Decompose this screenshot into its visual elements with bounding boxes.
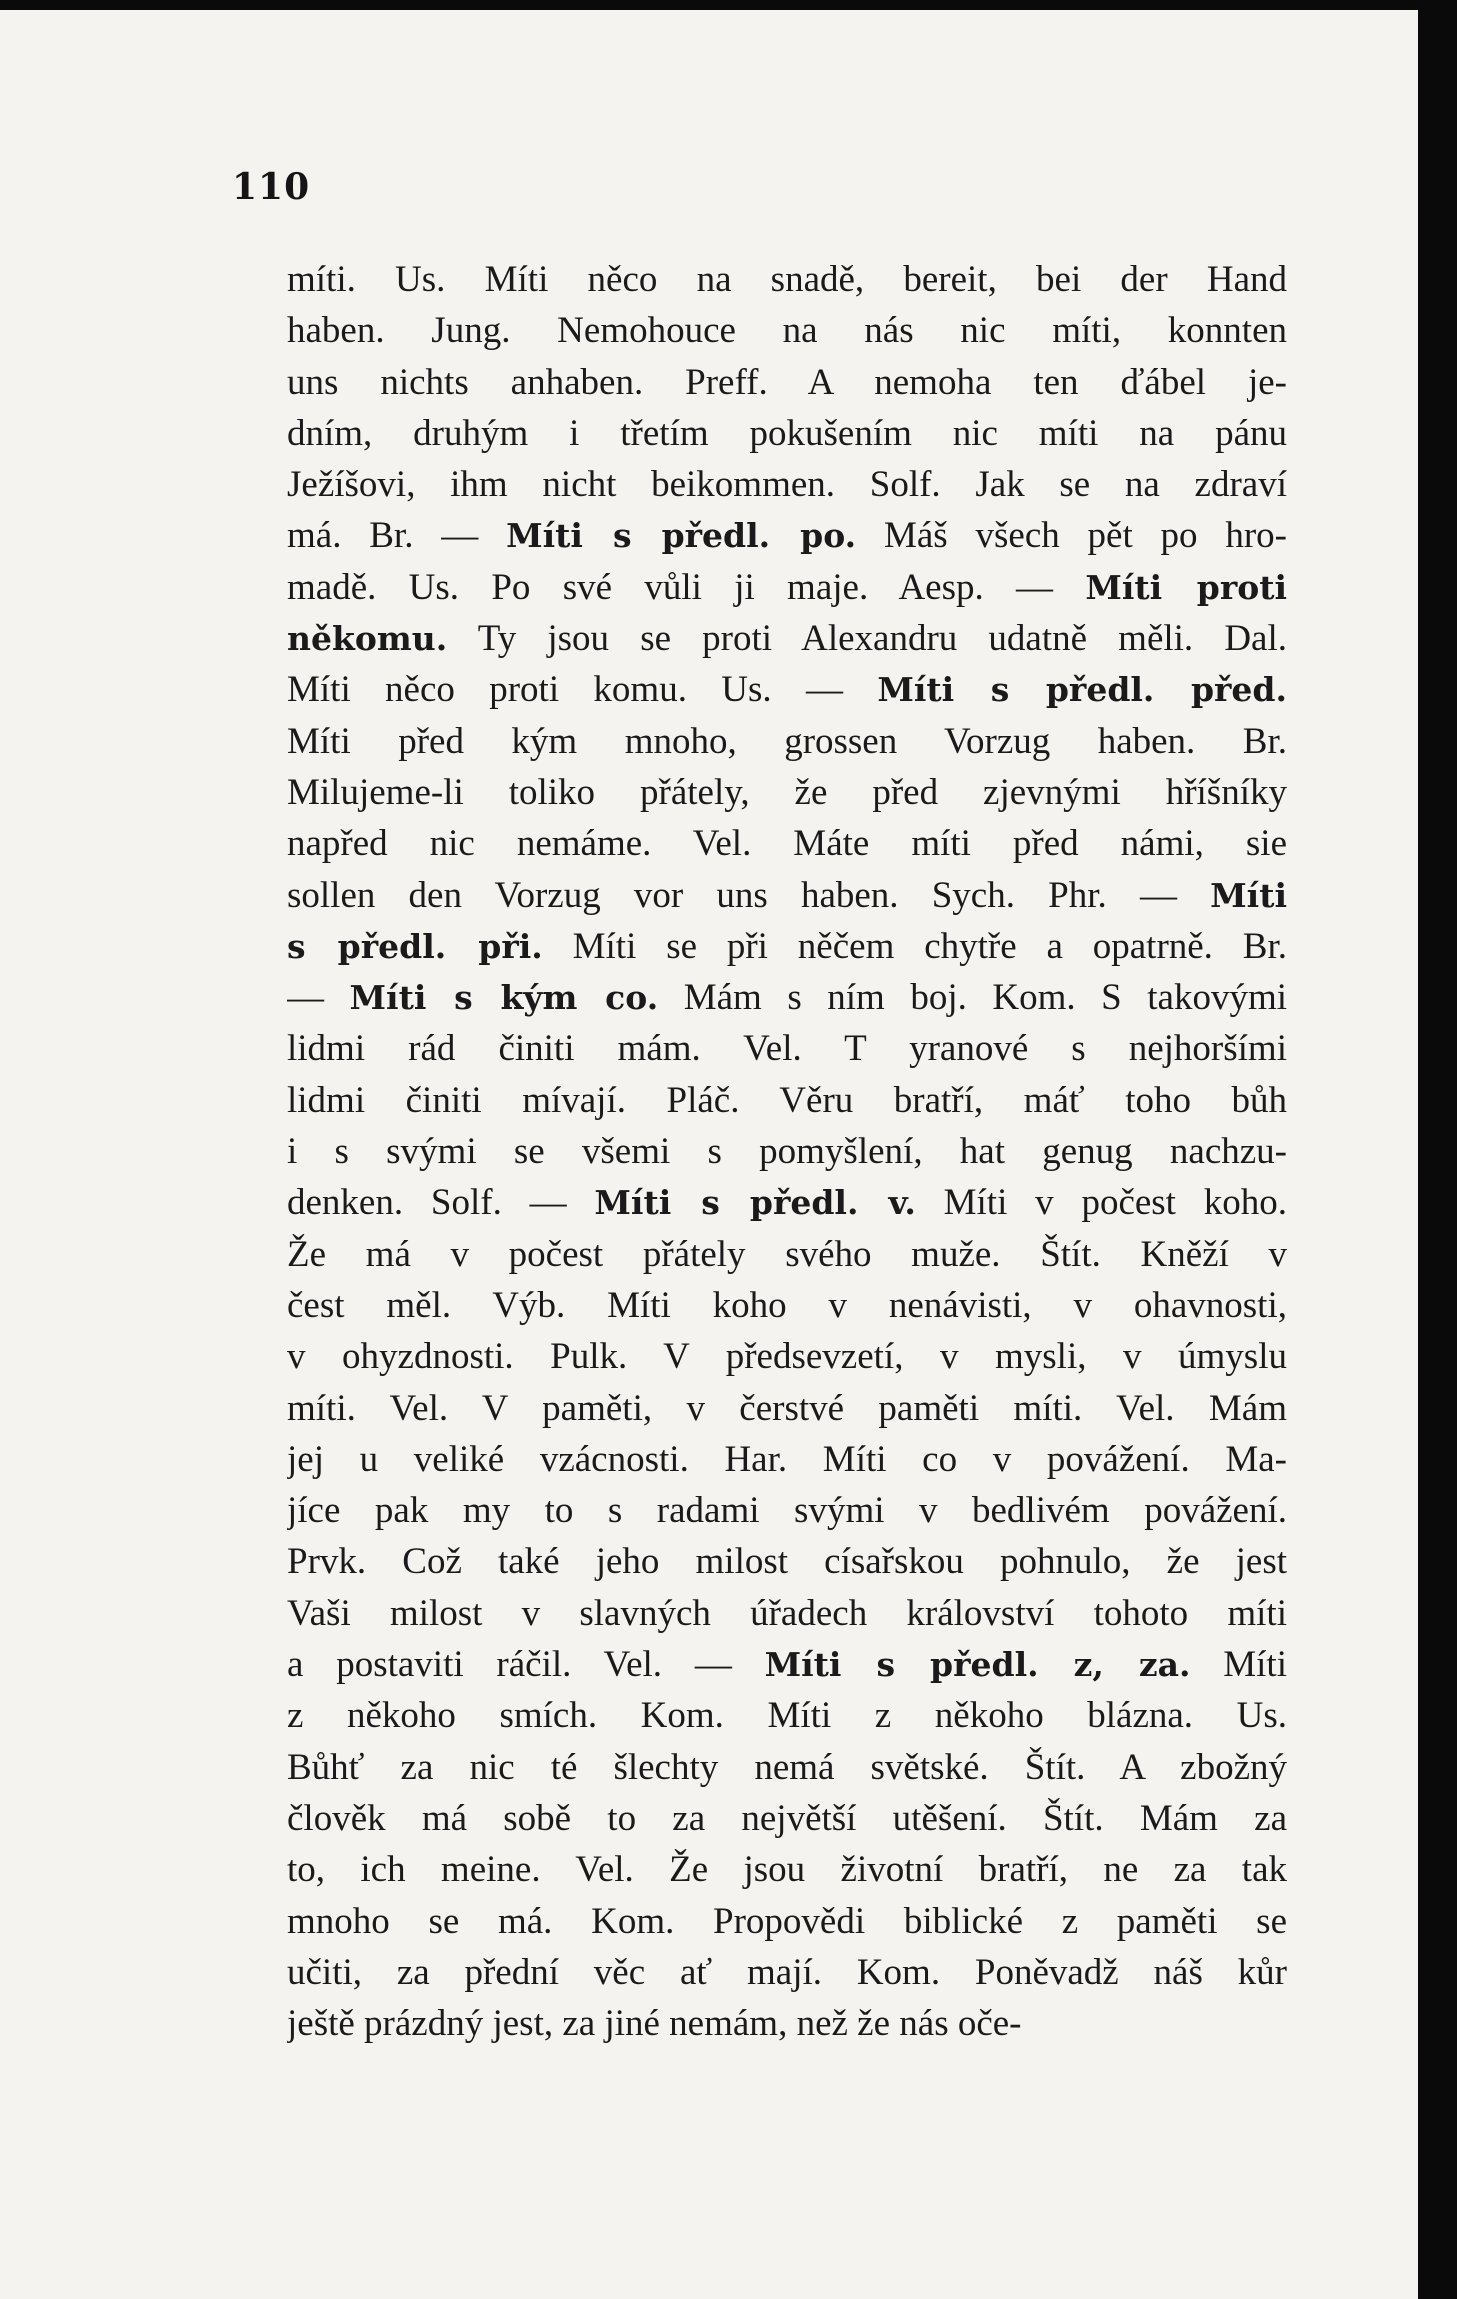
- text-segment: ještě prázdný jest, za jiné nemám, než že nás oče-: [287, 2003, 1022, 2045]
- text-segment: Míti před kým mnoho, grossen Vorzug haben. Br.: [287, 720, 1287, 762]
- text-line: [287, 613, 1287, 664]
- text-line: [287, 767, 1287, 818]
- text-segment: Ježíšovi, ihm nicht beikommen. Solf. Jak se na zdraví: [287, 464, 1287, 506]
- text-line: [287, 1998, 1287, 2049]
- text-line: [287, 972, 1287, 1023]
- text-line: [287, 1126, 1287, 1177]
- text-line: [287, 1177, 1287, 1228]
- text-line: [287, 1844, 1287, 1895]
- text-line: [287, 357, 1287, 408]
- bold-headword: Míti s předl. po.: [506, 516, 857, 556]
- text-line: [287, 716, 1287, 767]
- text-line: [287, 1485, 1287, 1536]
- text-segment: má. Br. —: [287, 515, 507, 557]
- text-line: [287, 254, 1287, 305]
- bold-headword: Míti s předl. před.: [877, 670, 1287, 710]
- text-line: [287, 1023, 1287, 1074]
- text-segment: Že má v počest přátely svého muže. Štít. Kněží v: [287, 1233, 1287, 1275]
- text-segment: to, ich meine. Vel. Že jsou životní bratří, ne za tak: [287, 1849, 1287, 1891]
- text-line: [287, 1639, 1287, 1690]
- text-line: [287, 562, 1287, 613]
- text-line: [287, 818, 1287, 869]
- text-line: [287, 1075, 1287, 1126]
- text-line: [287, 870, 1287, 921]
- text-segment: jej u veliké vzácnosti. Har. Míti co v povážení. Ma-: [287, 1438, 1287, 1480]
- text-line: [287, 459, 1287, 510]
- text-line: [287, 1331, 1287, 1382]
- text-line: [287, 1280, 1287, 1331]
- text-segment: člověk má sobě to za největší utěšení. Štít. Mám za: [287, 1797, 1287, 1839]
- text-segment: Milujeme-li toliko přátely, že před zjevnými hříšníky: [287, 771, 1287, 813]
- text-segment: čest měl. Výb. Míti koho v nenávisti, v ohavnosti,: [287, 1284, 1287, 1326]
- text-line: [287, 1793, 1287, 1844]
- text-segment: Máš všech pět po hro-: [856, 515, 1287, 557]
- bold-headword: s předl. při.: [287, 926, 543, 966]
- text-segment: lidmi rád činiti mám. Vel. T yranové s nejhoršími: [287, 1028, 1287, 1070]
- text-segment: lidmi činiti mívají. Pláč. Věru bratří, máť toho bůh: [287, 1079, 1287, 1121]
- text-line: [287, 1229, 1287, 1280]
- text-segment: mnoho se má. Kom. Propovědi biblické z paměti se: [287, 1900, 1287, 1942]
- text-segment: Vaši milost v slavných úřadech království tohoto míti: [287, 1592, 1287, 1634]
- text-segment: míti. Us. Míti něco na snadě, bereit, bei der Hand: [287, 259, 1287, 300]
- text-segment: Mám s ním boj. Kom. S takovými: [658, 977, 1287, 1019]
- text-segment: v ohyzdnosti. Pulk. V předsevzetí, v mysli, v úmyslu: [287, 1336, 1287, 1378]
- scan-border-right: [1418, 0, 1457, 2299]
- text-segment: míti. Vel. V paměti, v čerstvé paměti míti. Vel. Mám: [287, 1387, 1287, 1429]
- text-segment: a postaviti ráčil. Vel. —: [287, 1644, 765, 1686]
- text-segment: Míti se při něčem chytře a opatrně. Br.: [542, 925, 1287, 967]
- bold-headword: Míti: [1210, 875, 1287, 915]
- text-line: [287, 1896, 1287, 1947]
- text-segment: uns nichts anhaben. Preff. A nemoha ten ďábel je-: [287, 361, 1287, 403]
- bold-headword: Míti s kým co.: [349, 978, 659, 1018]
- text-line: [287, 1383, 1287, 1434]
- text-line: [287, 1947, 1287, 1998]
- text-line: [287, 1690, 1287, 1741]
- text-segment: Prvk. Což také jeho milost císařskou pohnulo, že jest: [287, 1541, 1287, 1583]
- text-line: [287, 1536, 1287, 1587]
- text-segment: jíce pak my to s radami svými v bedlivém povážení.: [287, 1490, 1287, 1532]
- bold-headword: Míti s předl. z, za.: [764, 1645, 1191, 1685]
- text-line: [287, 305, 1287, 356]
- text-segment: sollen den Vorzug vor uns haben. Sych. Phr. —: [287, 874, 1211, 916]
- text-line: [287, 510, 1287, 561]
- text-line: [287, 1588, 1287, 1639]
- text-segment: denken. Solf. —: [287, 1182, 595, 1224]
- text-line: [287, 921, 1287, 972]
- text-line: [287, 1742, 1287, 1793]
- text-segment: —: [287, 977, 350, 1019]
- bold-headword: někomu.: [287, 619, 448, 659]
- text-segment: učiti, za přední věc ať mají. Kom. Poněvadž náš kůr: [287, 1951, 1287, 1993]
- text-segment: z někoho smích. Kom. Míti z někoho blázna. Us.: [287, 1695, 1287, 1737]
- text-segment: Ty jsou se proti Alexandru udatně měli. Dal.: [447, 618, 1287, 660]
- bold-headword: Míti proti: [1085, 567, 1287, 607]
- text-segment: Míti něco proti komu. Us. —: [287, 669, 878, 711]
- text-segment: Míti: [1190, 1644, 1287, 1686]
- text-segment: Míti v počest koho.: [915, 1182, 1287, 1224]
- book-page: [0, 10, 1418, 2299]
- text-segment: madě. Us. Po své vůli ji maje. Aesp. —: [287, 566, 1086, 608]
- text-line: [287, 408, 1287, 459]
- bold-headword: Míti s předl. v.: [594, 1183, 916, 1223]
- text-segment: haben. Jung. Nemohouce na nás nic míti, konnten: [287, 310, 1287, 352]
- text-segment: napřed nic nemáme. Vel. Máte míti před námi, sie: [287, 823, 1287, 865]
- text-segment: i s svými se všemi s pomyšlení, hat genug nachzu-: [287, 1131, 1287, 1173]
- text-segment: Bůhť za nic té šlechty nemá světské. Štít. A zbožný: [287, 1746, 1287, 1788]
- page-number: 110: [232, 166, 311, 208]
- page-text: [287, 254, 1287, 2049]
- text-line: [287, 1434, 1287, 1485]
- text-segment: dním, druhým i třetím pokušením nic míti na pánu: [287, 412, 1287, 454]
- text-line: [287, 664, 1287, 715]
